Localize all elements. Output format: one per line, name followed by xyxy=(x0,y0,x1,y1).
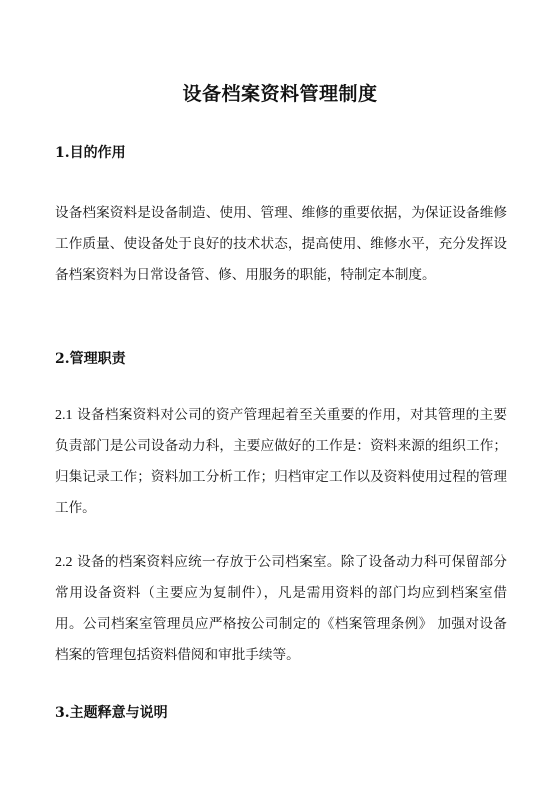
section-heading-responsibilities: 2.管理职责 xyxy=(55,351,126,367)
paragraph-number: 2.1 xyxy=(55,408,73,423)
paragraph-text: 设备的档案资料应统一存放于公司档案室。除了设备动力科可保留部分常用设备资料（主要应为复制件），凡是需用资料的部门均应到档案室借用。公司档案室管理员应严格按公司制定的《档案管理条例》 加强对设备档案的管理包括资料借阅和审批手续等。 xyxy=(55,554,507,663)
paragraph-text: 设备档案资料是设备制造、使用、管理、维修的重要依据，为保证设备维修工作质量、使设备处于良好的技术状态，提高使用、维修水平，充分发挥设备档案资料为日常设备管、修、用服务的职能，特制定本制度。 xyxy=(55,205,507,283)
section-heading-definitions: 3.主题释意与说明 xyxy=(55,705,168,721)
paragraph-purpose xyxy=(55,198,507,291)
section-heading-purpose: 1.目的作用 xyxy=(55,145,126,161)
paragraph-text: 设备档案资料对公司的资产管理起着至关重要的作用，对其管理的主要负责部门是公司设备动力科，主要应做好的工作是：资料来源的组织工作；归集记录工作；资料加工分析工作；归档审定工作以及资料使用过程的管理工作。 xyxy=(55,407,507,516)
paragraph-2-1 xyxy=(55,400,507,524)
paragraph-2-2 xyxy=(55,547,507,671)
paragraph-number: 2.2 xyxy=(55,555,73,570)
document-title: 设备档案资料管理制度 xyxy=(182,83,378,105)
